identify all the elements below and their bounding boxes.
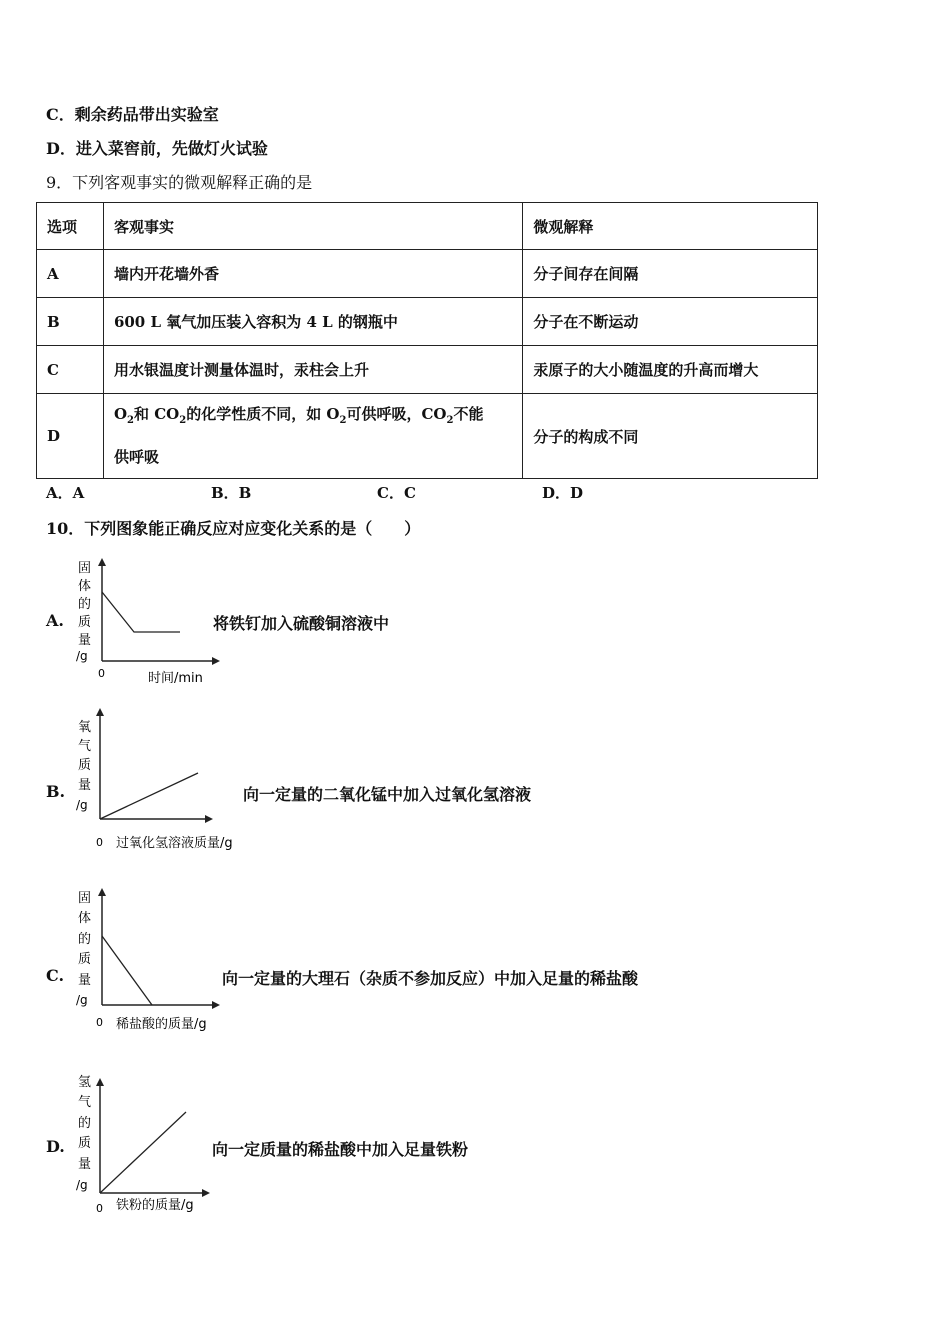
y-label-char: 固 <box>78 891 92 906</box>
q9-answer-b: B．B <box>211 484 252 502</box>
curve-c <box>102 936 152 1005</box>
row-explain: 分子间存在间隔 <box>523 250 818 298</box>
curve-d <box>100 1112 186 1193</box>
q10-option-a-desc: 将铁钉加入硫酸铜溶液中 <box>213 614 390 633</box>
x-axis-label: 铁粉的质量/g <box>116 1198 194 1213</box>
q9-title: 9．下列客观事实的微观解释正确的是 <box>46 173 313 192</box>
y-label-char: 质 <box>78 615 92 630</box>
q10-option-d-desc: 向一定质量的稀盐酸中加入足量铁粉 <box>212 1140 469 1159</box>
row-fact: 墙内开花墙外香 <box>103 250 522 298</box>
q10-option-d-letter: D. <box>46 1137 65 1156</box>
y-label-unit: /g <box>76 649 88 663</box>
y-label-char: 质 <box>78 1136 92 1151</box>
row-option: B <box>37 298 104 346</box>
y-label-char: 质 <box>78 952 92 967</box>
row-fact: $O_2$和 $CO_2$的化学性质不同，如 $O_2$可供呼吸，$CO_2$不能 供呼吸 <box>103 394 522 479</box>
q9-answer-a: A．A <box>46 484 85 502</box>
y-label-char: 固 <box>78 561 92 576</box>
y-label-char: 气 <box>78 1095 92 1110</box>
q9-answer-c: C．C <box>377 484 416 502</box>
y-label-char: 质 <box>78 758 92 773</box>
graph-d <box>70 1068 220 1218</box>
row-fact: 600 L 氧气加压装入容积为 4 L 的钢瓶中 <box>103 298 522 346</box>
curve-a <box>102 592 180 632</box>
row-explain: 汞原子的大小随温度的升高而增大 <box>523 346 818 394</box>
y-label-char: 量 <box>78 778 92 793</box>
q10-option-c-letter: C. <box>46 966 65 985</box>
origin-label: 0 <box>96 836 103 849</box>
x-axis-arrow <box>212 657 220 665</box>
q9-answer-d: D．D <box>542 484 584 502</box>
curve-b <box>100 773 198 819</box>
y-label-char: 气 <box>78 739 92 754</box>
row-option: A <box>37 250 104 298</box>
y-label-char: 氢 <box>78 1075 92 1090</box>
table-row <box>37 346 818 394</box>
prev-option-c: C．剩余药品带出实验室 <box>46 105 219 124</box>
y-axis-arrow <box>98 558 106 566</box>
y-label-unit: /g <box>76 1178 88 1192</box>
row-explain: 分子的构成不同 <box>523 394 818 479</box>
q10-option-b-letter: B. <box>46 782 66 801</box>
row-option: D <box>37 394 104 479</box>
prev-option-d: D．进入菜窖前，先做灯火试验 <box>46 139 268 158</box>
row-fact: 用水银温度计测量体温时，汞柱会上升 <box>103 346 522 394</box>
y-axis-arrow <box>96 1078 104 1086</box>
origin-label: 0 <box>96 1016 103 1029</box>
table-header-row <box>37 203 818 250</box>
y-label-unit: /g <box>76 798 88 812</box>
table-row <box>37 298 818 346</box>
q10-option-a-letter: A. <box>46 611 64 630</box>
origin-label: 0 <box>96 1202 103 1215</box>
graph-c <box>70 884 230 1034</box>
y-label-char: 氧 <box>78 720 92 735</box>
y-label-char: 量 <box>78 1157 92 1172</box>
y-label-char: 体 <box>78 579 92 594</box>
x-axis-arrow <box>205 815 213 823</box>
origin-label: 0 <box>98 667 105 680</box>
x-axis-label: 过氧化氢溶液质量/g <box>116 836 233 851</box>
x-axis-arrow <box>202 1189 210 1197</box>
y-label-char: 体 <box>78 911 92 926</box>
header-explain: 微观解释 <box>523 203 818 250</box>
graph-a <box>70 556 220 686</box>
row-option: C <box>37 346 104 394</box>
graph-b <box>70 706 250 856</box>
y-label-unit: /g <box>76 993 88 1007</box>
x-axis-label: 时间/min <box>148 671 203 686</box>
y-axis-arrow <box>98 888 106 896</box>
q9-table <box>36 202 818 479</box>
x-axis-arrow <box>212 1001 220 1009</box>
y-label-char: 量 <box>78 633 92 648</box>
y-label-char: 的 <box>78 932 92 947</box>
q10-title: 10．下列图象能正确反应对应变化关系的是（ ） <box>46 519 421 538</box>
table-row <box>37 394 818 479</box>
x-axis-label: 稀盐酸的质量/g <box>116 1017 207 1032</box>
y-label-char: 量 <box>78 973 92 988</box>
header-fact: 客观事实 <box>103 203 522 250</box>
y-label-char: 的 <box>78 597 92 612</box>
header-option: 选项 <box>37 203 104 250</box>
table-row <box>37 250 818 298</box>
y-label-char: 的 <box>78 1116 92 1131</box>
row-explain: 分子在不断运动 <box>523 298 818 346</box>
q10-option-b-desc: 向一定量的二氧化锰中加入过氧化氢溶液 <box>243 785 532 804</box>
y-axis-arrow <box>96 708 104 716</box>
q10-option-c-desc: 向一定量的大理石（杂质不参加反应）中加入足量的稀盐酸 <box>222 969 639 988</box>
